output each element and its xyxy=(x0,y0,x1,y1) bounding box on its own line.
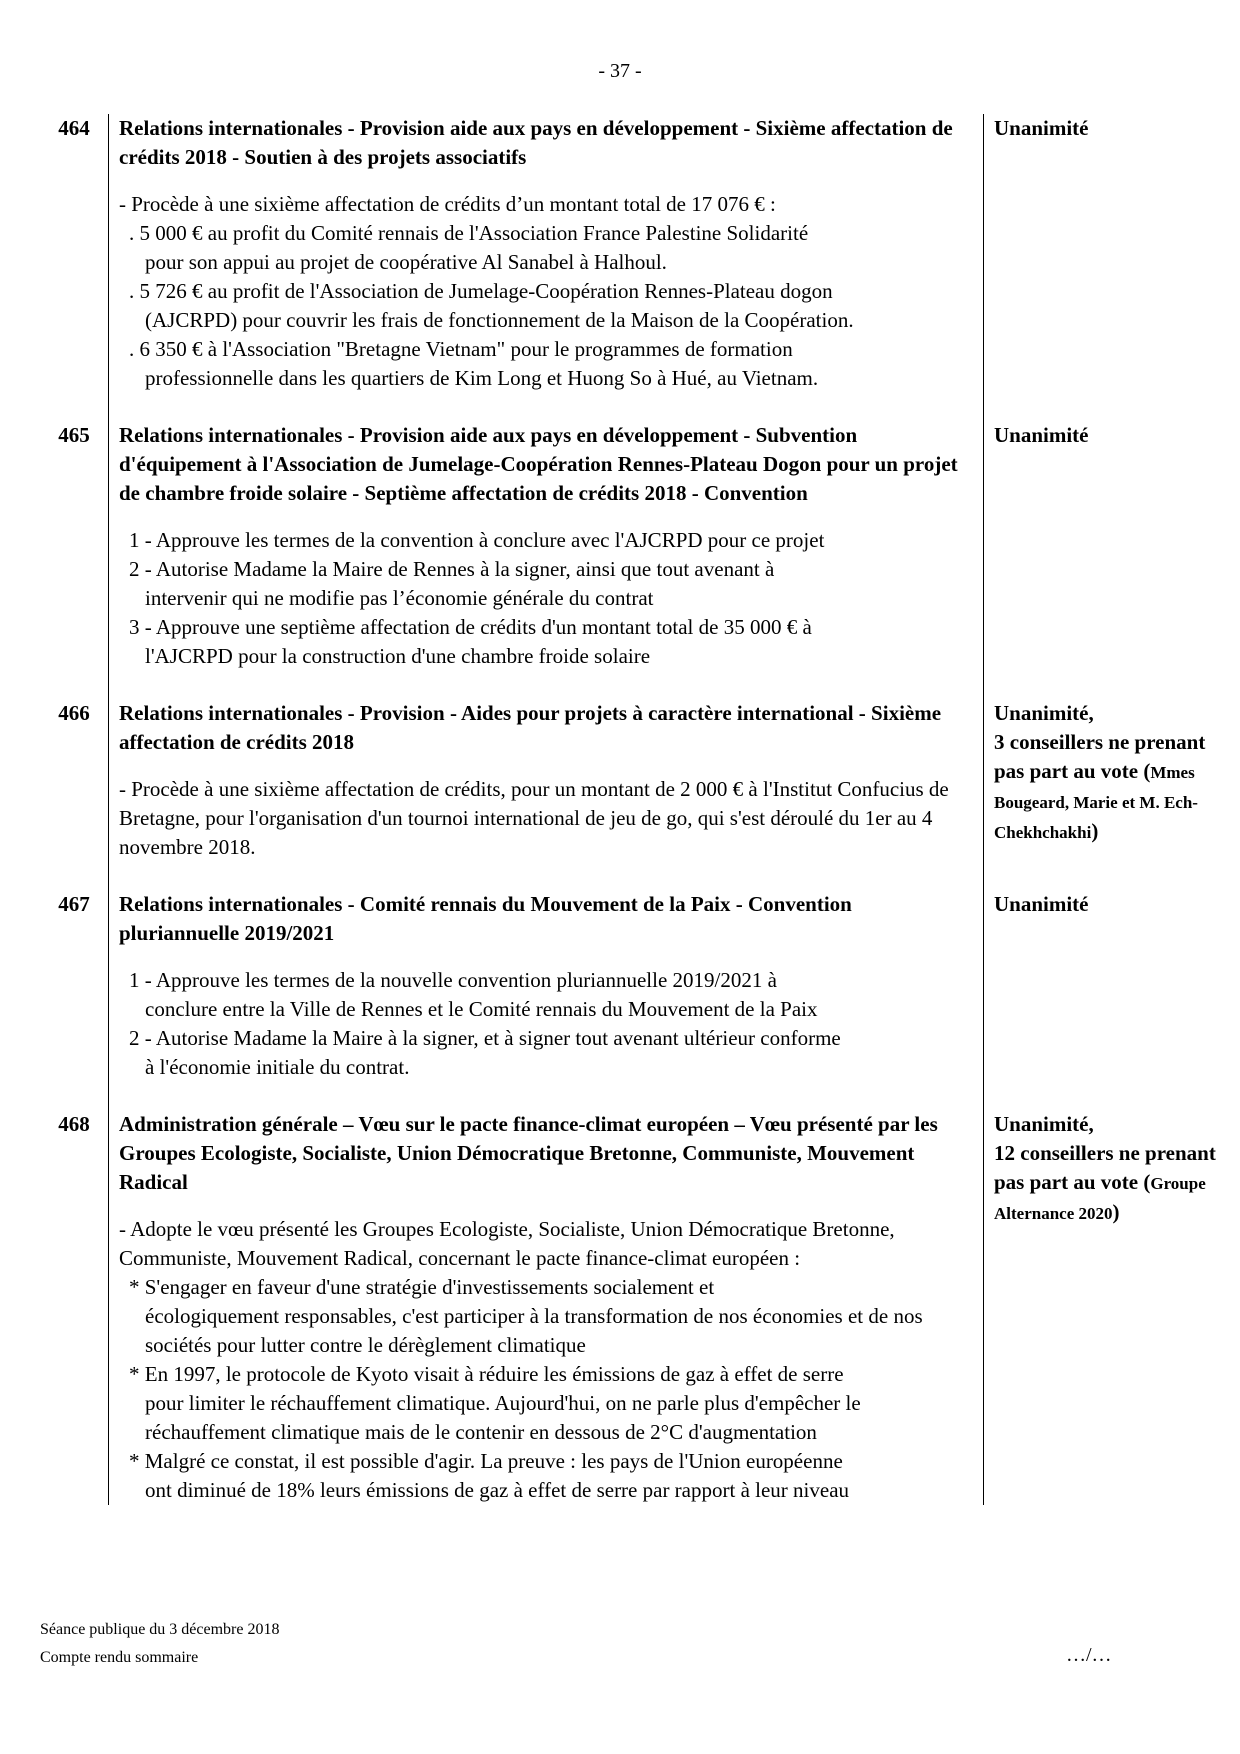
entry-title: Relations internationales - Comité rennais du Mouvement de la Paix - Convention pluriannuelle 2019/2021 xyxy=(119,892,852,945)
entry-content xyxy=(108,699,984,890)
entry-title: Relations internationales - Provision - Aides pour projets à caractère international - Sixième affectation de crédits 2018 xyxy=(119,701,942,754)
entry-intro: - Procède à une sixième affectation de crédits d’un montant total de 17 076 € : xyxy=(119,192,776,216)
deliberation-464 xyxy=(40,114,1220,421)
entry-number: 465 xyxy=(58,423,90,447)
vote-result: Unanimité, 3 conseillers ne prenant pas part au vote (Mmes Bougeard, Marie et M. Ech-Chekhchakhi) xyxy=(994,701,1206,843)
entry-content xyxy=(108,421,984,699)
list-item: . 6 350 € à l'Association "Bretagne Vietnam" pour le programmes de formation professionnelle dans les quartiers de Kim Long et Huong So à Hué, au Vietnam. xyxy=(129,337,819,390)
vote-abstainers: Groupe Alternance 2020 xyxy=(994,1174,1206,1223)
entry-content xyxy=(108,114,984,421)
list-item: * Malgré ce constat, il est possible d'agir. La preuve : les pays de l'Union européenne ont diminué de 18% leurs émissions de gaz à effet de serre par rapport à leur niveau xyxy=(129,1449,850,1502)
deliberation-467 xyxy=(40,890,1220,1110)
vote-abstainers: Mmes Bougeard, Marie et M. Ech-Chekhchakhi xyxy=(994,763,1198,842)
page-number: - 37 - xyxy=(598,60,642,82)
list-item: 1 - Approuve les termes de la convention à conclure avec l'AJCRPD pour ce projet xyxy=(129,528,825,552)
list-item: . 5 726 € au profit de l'Association de Jumelage-Coopération Rennes-Plateau dogon (AJCRPD) pour couvrir les frais de fonctionnement de la Maison de la Coopération. xyxy=(129,279,854,332)
entry-text: - Procède à une sixième affectation de crédits, pour un montant de 2 000 € à l'Institut Confucius de Bretagne, pour l'organisation d'un tournoi international de jeu de go, qui s'est déroulé du 1er au 4 novembre 2018. xyxy=(119,777,949,859)
list-item: 3 - Approuve une septième affectation de crédits d'un montant total de 35 000 € à l'AJCRPD pour la construction d'une chambre froide solaire xyxy=(129,615,812,668)
deliberation-468 xyxy=(40,1110,1220,1505)
list-item: * En 1997, le protocole de Kyoto visait à réduire les émissions de gaz à effet de serre pour limiter le réchauffement climatique. Aujourd'hui, on ne parle plus d'empêcher le réchauffement climatique mais de le contenir en dessous de 2°C d'augmentation xyxy=(129,1362,861,1444)
list-item: * S'engager en faveur d'une stratégie d'investissements socialement et écologiquement responsables, c'est participer à la transformation de nos économies et de nos sociétés pour lutter contre le dérèglement climatique xyxy=(129,1275,923,1357)
entry-number: 464 xyxy=(58,116,90,140)
entry-title: Relations internationales - Provision aide aux pays en développement - Subvention d'équipement à l'Association de Jumelage-Coopération Rennes-Plateau Dogon pour un projet de chambre froide solaire - Septième affectation de crédits 2018 - Convention xyxy=(119,423,958,505)
entry-content xyxy=(108,890,984,1110)
entry-body xyxy=(119,775,975,862)
deliberation-466 xyxy=(40,699,1220,890)
footer-session: Séance publique du 3 décembre 2018 xyxy=(40,1621,280,1638)
entry-content xyxy=(108,1110,984,1505)
vote-result: Unanimité xyxy=(994,116,1089,140)
entry-body xyxy=(119,1215,975,1505)
entry-body xyxy=(119,190,975,393)
footer xyxy=(40,1616,279,1672)
vote-result: Unanimité xyxy=(994,892,1089,916)
deliberations-list xyxy=(40,114,1220,1505)
vote-result: Unanimité, 12 conseillers ne prenant pas part au vote (Groupe Alternance 2020) xyxy=(994,1112,1216,1224)
list-item: 1 - Approuve les termes de la nouvelle convention pluriannuelle 2019/2021 à conclure entre la Ville de Rennes et le Comité rennais du Mouvement de la Paix xyxy=(129,968,818,1021)
footer-report-type: Compte rendu sommaire xyxy=(40,1649,199,1666)
list-item: . 5 000 € au profit du Comité rennais de l'Association France Palestine Solidarité pour son appui au projet de coopérative Al Sanabel à Halhoul. xyxy=(129,221,809,274)
entry-intro: - Adopte le vœu présenté les Groupes Ecologiste, Socialiste, Union Démocratique Bretonne, Communiste, Mouvement Radical, concernant le pacte finance-climat européen : xyxy=(119,1217,895,1270)
vote-detail: 3 conseillers ne prenant pas part au vote ( xyxy=(994,730,1206,783)
entry-number: 468 xyxy=(58,1112,90,1136)
vote-result: Unanimité xyxy=(994,423,1089,447)
entry-number: 467 xyxy=(58,892,90,916)
deliberation-465 xyxy=(40,421,1220,699)
vote-detail: 12 conseillers ne prenant pas part au vote ( xyxy=(994,1141,1216,1194)
list-item: 2 - Autorise Madame la Maire de Rennes à la signer, ainsi que tout avenant à intervenir qui ne modifie pas l’économie générale du contrat xyxy=(129,557,775,610)
entry-number: 466 xyxy=(58,701,90,725)
entry-title: Administration générale – Vœu sur le pacte finance-climat européen – Vœu présenté par les Groupes Ecologiste, Socialiste, Union Démocratique Bretonne, Communiste, Mouvement Radical xyxy=(119,1112,938,1194)
list-item: 2 - Autorise Madame la Maire à la signer, et à signer tout avenant ultérieur conforme à l'économie initiale du contrat. xyxy=(129,1026,841,1079)
continuation-mark: …/… xyxy=(1066,1644,1112,1666)
entry-body xyxy=(119,526,975,671)
entry-body xyxy=(119,966,975,1082)
entry-title: Relations internationales - Provision aide aux pays en développement - Sixième affectation de crédits 2018 - Soutien à des projets associatifs xyxy=(119,116,953,169)
